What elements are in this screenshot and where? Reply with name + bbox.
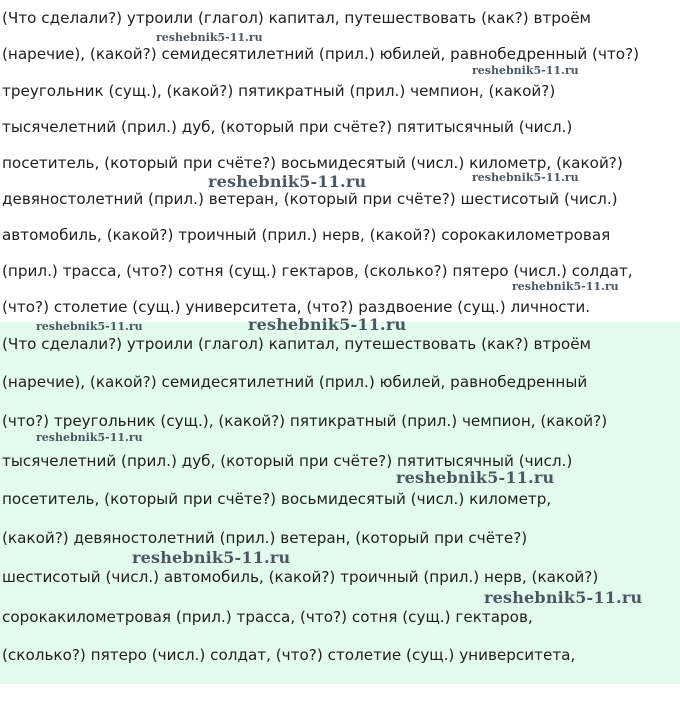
watermark: reshebnik5-11.ru — [396, 468, 555, 487]
text-line: автомобиль, (какой?) троичный (прил.) нерв, (какой?) сорокакилометровая — [2, 226, 611, 244]
text-line: (прил.) трасса, (что?) сотня (сущ.) гектаров, (сколько?) пятеро (числ.) солдат, — [2, 262, 633, 280]
text-line: (какой?) девяностолетний (прил.) ветеран, (который при счёте?) — [2, 529, 528, 547]
text-line: (что?) столетие (сущ.) университета, (что?) раздвоение (сущ.) личности. — [2, 298, 591, 316]
paragraph-2-highlighted — [0, 322, 680, 684]
text-line: тысячелетний (прил.) дуб, (который при счёте?) пятитысячный (числ.) — [2, 452, 573, 470]
text-line: (Что сделали?) утроили (глагол) капитал, путешествовать (как?) втроём — [2, 335, 591, 353]
text-line: девяностолетний (прил.) ветеран, (который при счёте?) шестисотый (числ.) — [2, 190, 618, 208]
watermark: reshebnik5-11.ru — [36, 320, 143, 333]
watermark: reshebnik5-11.ru — [132, 548, 291, 567]
text-line: посетитель, (который при счёте?) восьмидесятый (числ.) километр, (какой?) — [2, 154, 623, 172]
text-line: (Что сделали?) утроили (глагол) капитал, путешествовать (как?) втроём — [2, 9, 591, 27]
text-line: сорокакилометровая (прил.) трасса, (что?) сотня (сущ.) гектаров, — [2, 608, 533, 626]
watermark: reshebnik5-11.ru — [512, 280, 619, 293]
watermark: reshebnik5-11.ru — [472, 64, 579, 77]
watermark: reshebnik5-11.ru — [156, 31, 263, 44]
text-line: треугольник (сущ.), (какой?) пятикратный (прил.) чемпион, (какой?) — [2, 82, 556, 100]
paragraph-1 — [0, 0, 680, 322]
text-line: (наречие), (какой?) семидесятилетний (прил.) юбилей, равнобедренный — [2, 373, 588, 391]
watermark: reshebnik5-11.ru — [208, 172, 367, 191]
watermark: reshebnik5-11.ru — [484, 588, 643, 607]
text-line: шестисотый (числ.) автомобиль, (какой?) троичный (прил.) нерв, (какой?) — [2, 568, 599, 586]
text-line: тысячелетний (прил.) дуб, (который при счёте?) пятитысячный (числ.) — [2, 118, 573, 136]
text-line: посетитель, (который при счёте?) восьмидесятый (числ.) километр, — [2, 490, 552, 508]
watermark: reshebnik5-11.ru — [36, 431, 143, 444]
watermark: reshebnik5-11.ru — [472, 171, 579, 184]
text-line: (наречие), (какой?) семидесятилетний (прил.) юбилей, равнобедренный (что?) — [2, 45, 640, 63]
watermark: reshebnik5-11.ru — [248, 315, 407, 334]
text-line: (сколько?) пятеро (числ.) солдат, (что?) столетие (сущ.) университета, — [2, 646, 576, 664]
text-line: (что?) треугольник (сущ.), (какой?) пятикратный (прил.) чемпион, (какой?) — [2, 412, 608, 430]
